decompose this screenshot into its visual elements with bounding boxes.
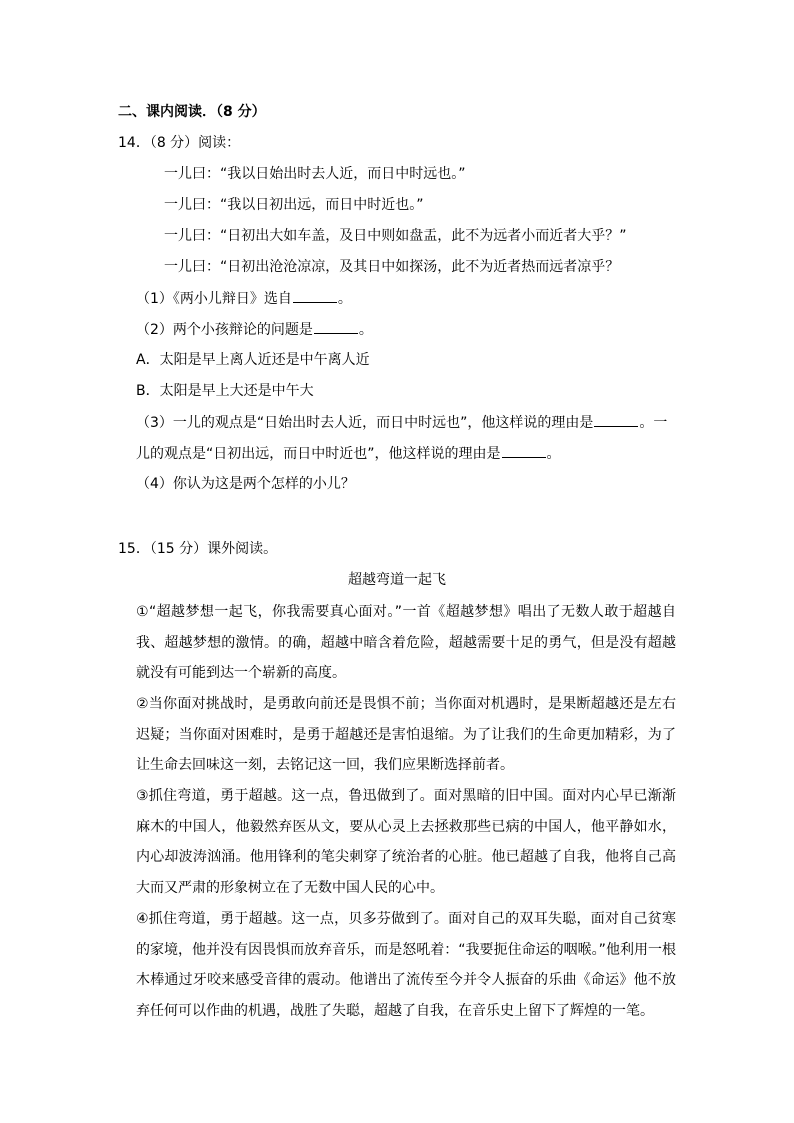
sub-question-1-text: （1）《两小儿辩日》选自 xyxy=(136,291,292,307)
section-heading: 二、课内阅读．（8 分） xyxy=(118,104,266,120)
dialogue-line-4: 一儿曰：“日初出沧沧凉凉，及其日中如探汤，此不为近者热而远者凉乎？ xyxy=(164,259,620,275)
dialogue-line-1: 一儿曰：“我以日始出时去人近，而日中时远也。” xyxy=(164,166,466,182)
question-14-header: 14．（8 分）阅读： xyxy=(118,135,241,151)
answer-blank[interactable] xyxy=(502,443,546,458)
answer-blank[interactable] xyxy=(293,288,337,303)
sub-question-3-text-end: 。一 xyxy=(639,415,668,431)
sub-question-1-end: 。 xyxy=(337,291,352,307)
option-a: A．太阳是早上离人近还是中午离人近 xyxy=(136,352,370,368)
sub-question-1 xyxy=(136,288,352,309)
sub-question-4: （4）你认为这是两个怎样的小儿？ xyxy=(136,476,355,492)
answer-blank[interactable] xyxy=(314,319,358,334)
sub-question-3-line-1 xyxy=(136,412,667,433)
sub-question-2-text: （2）两个小孩辩论的问题是 xyxy=(136,322,313,338)
dialogue-line-3: 一儿曰：“日初出大如车盖，及日中则如盘盂，此不为远者小而近者大乎？” xyxy=(164,228,627,244)
sub-question-3-text: （3）一儿的观点是“日始出时去人近，而日中时远也”，他这样说的理由是 xyxy=(136,415,594,431)
article-paragraph-1: ①“超越梦想一起飞，你我需要真心面对。”一首《超越梦想》唱出了无数人敢于超越自我、超越梦想的激情。的确，超越中暗含着危险，超越需要十足的勇气，但是没有超越就没有可能到达一个崭新的高度。 xyxy=(136,604,676,681)
article-title: 超越弯道一起飞 xyxy=(348,572,446,588)
article-paragraph-3: ③抓住弯道，勇于超越。这一点，鲁迅做到了。面对黑暗的旧中国。面对内心早已渐渐麻木的中国人，他毅然弃医从文，要从心灵上去拯救那些已病的中国人，他平静如水，内心却波涛汹涌。他用锋利的笔尖刺穿了统治者的心脏。他已超越了自我，他将自己高大而又严肃的形象树立在了无数中国人民的心中。 xyxy=(136,788,676,896)
dialogue-line-2: 一儿曰：“我以日初出远，而日中时近也。” xyxy=(164,197,424,213)
answer-blank[interactable] xyxy=(594,412,638,427)
question-15-header: 15．（15 分）课外阅读。 xyxy=(118,541,278,557)
option-b: B．太阳是早上大还是中午大 xyxy=(136,383,314,399)
sub-question-2-end: 。 xyxy=(358,322,373,338)
sub-question-3-line-2 xyxy=(136,443,561,464)
sub-question-3-text-2: 儿的观点是“日初出远，而日中时近也”，他这样说的理由是 xyxy=(136,446,501,462)
sub-question-2 xyxy=(136,319,373,340)
article-paragraph-2: ②当你面对挑战时，是勇敢向前还是畏惧不前；当你面对机遇时，是果断超越还是左右迟疑；当你面对困难时，是勇于超越还是害怕退缩。为了让我们的生命更加精彩，为了让生命去回味这一刻，去铭记这一回，我们应果断选择前者。 xyxy=(136,696,676,773)
article-paragraph-4: ④抓住弯道，勇于超越。这一点，贝多芬做到了。面对自己的双耳失聪，面对自己贫寒的家境，他并没有因畏惧而放弃音乐，而是怒吼着：“我要扼住命运的咽喉。”他利用一根木棒通过牙咬来感受音律的震动。他谱出了流传至今并令人振奋的乐曲《命运》他不放弃任何可以作曲的机遇，战胜了失聪，超越了自我，在音乐史上留下了辉煌的一笔。 xyxy=(136,911,676,1019)
sub-question-3-text-2-end: 。 xyxy=(546,446,561,462)
